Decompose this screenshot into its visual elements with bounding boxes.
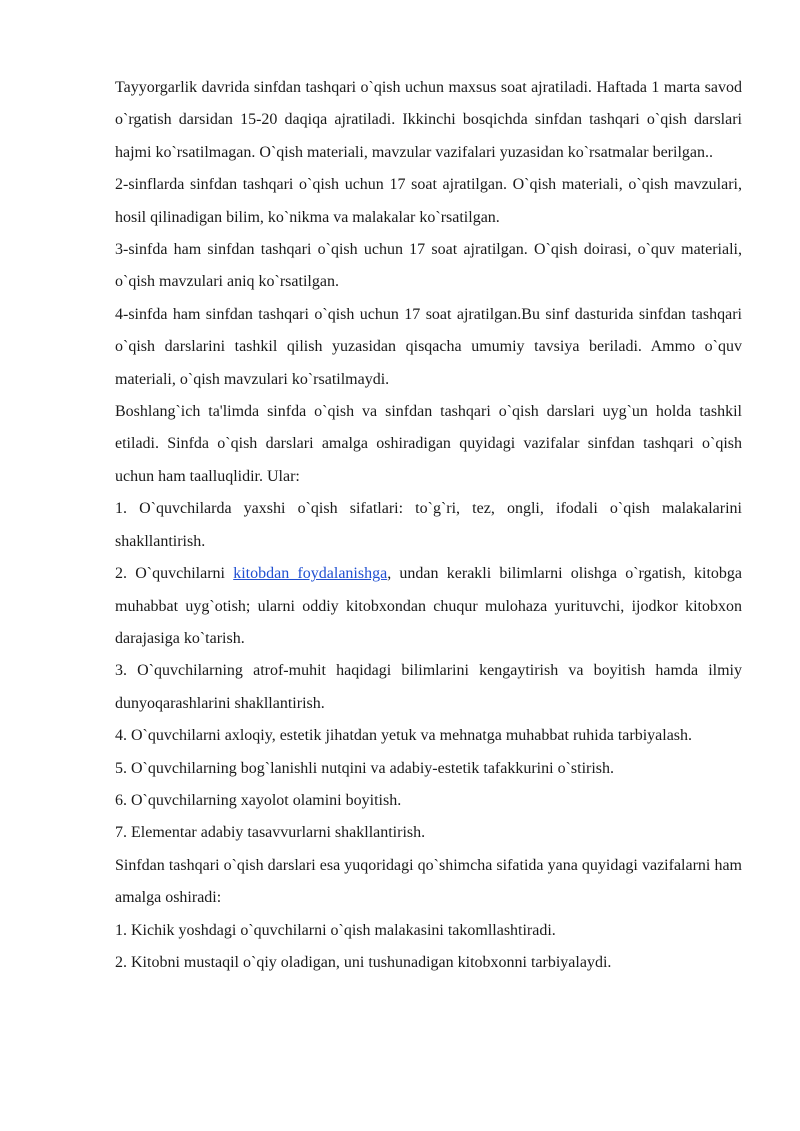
- list-item-task-4: 4. O`quvchilarni axloqiy, estetik jihatdan yetuk va mehnatga muhabbat ruhida tarbiyalash.: [115, 727, 693, 745]
- task-2-text-before: 2. O`quvchilarni: [115, 565, 234, 583]
- list-item-task-2: [115, 558, 742, 655]
- list-item-task-3: 3. O`quvchilarning atrof-muhit haqidagi bilimlarini kengaytirish va boyitish hamda ilmiy dunyoqarashlarini shakllantirish.: [115, 662, 742, 712]
- list-item-extra-task-1: 1. Kichik yoshdagi o`quvchilarni o`qish malakasini takomllashtiradi.: [115, 921, 556, 939]
- document-page: [115, 72, 742, 979]
- paragraph-grade-2: 2-sinflarda sinfdan tashqari o`qish uchun 17 soat ajratilgan. O`qish materiali, o`qish mavzulari, hosil qilinadigan bilim, ko`nikma va malakalar ko`rsatilgan.: [115, 176, 742, 226]
- paragraph-grade-3: 3-sinfda ham sinfdan tashqari o`qish uchun 17 soat ajratilgan. O`qish doirasi, o`quv materiali, o`qish mavzulari aniq ko`rsatilgan.: [115, 241, 742, 291]
- list-item-task-7: 7. Elementar adabiy tasavvurlarni shakllantirish.: [115, 824, 426, 842]
- book-usage-link[interactable]: kitobdan foydalanishga: [233, 565, 388, 583]
- list-item-task-6: 6. O`quvchilarning xayolot olamini boyitish.: [115, 791, 402, 809]
- task-2-text-after: , undan kerakli bilimlarni olishga o`rgatish, kitobga muhabbat uyg`otish; ularni oddiy kitobxondan chuqur mulohaza yurituvchi, ijodkor kitobxon darajasiga ko`tarish.: [115, 565, 743, 647]
- list-item-extra-task-2: 2. Kitobni mustaqil o`qiy oladigan, uni tushunadigan kitobxonni tarbiyalaydi.: [115, 953, 612, 971]
- list-item-task-5: 5. O`quvchilarning bog`lanishli nutqini va adabiy-estetik tafakkurini o`stirish.: [115, 759, 615, 777]
- paragraph-extracurricular-tasks: Sinfdan tashqari o`qish darslari esa yuqoridagi qo`shimcha sifatida yana quyidagi vazifalarni ham amalga oshiradi:: [115, 856, 742, 907]
- paragraph-primary-education: Boshlang`ich ta'limda sinfda o`qish va sinfdan tashqari o`qish darslari uyg`un holda tashkil etiladi. Sinfda o`qish darslari amalga oshiradigan quyidagi vazifalar sinfdan tashqari o`qish uchun ham taalluqlidir. Ular:: [115, 403, 742, 485]
- paragraph-grade-4: 4-sinfda ham sinfdan tashqari o`qish uchun 17 soat ajratilgan.Bu sinf dasturida sinfdan tashqari o`qish darslarini tashkil qilish yuzasidan qisqacha umumiy tavsiya beriladi. Ammo o`quv materiali, o`qish mavzulari ko`rsatilmaydi.: [115, 305, 742, 388]
- list-item-task-1: 1. O`quvchilarda yaxshi o`qish sifatlari: to`g`ri, tez, ongli, ifodali o`qish malakalarini shakllantirish.: [115, 500, 742, 550]
- paragraph-preparation-period: Tayyorgarlik davrida sinfdan tashqari o`qish uchun maxsus soat ajratiladi. Haftada 1 marta savod o`rgatish darsidan 15-20 daqiqa ajratiladi. Ikkinchi bosqichda sinfdan tashqari o`qish darslari hajmi ko`rsatilmagan. O`qish materiali, mavzular vazifalari yuzasidan ko`rsatmalar berilgan..: [115, 79, 742, 161]
